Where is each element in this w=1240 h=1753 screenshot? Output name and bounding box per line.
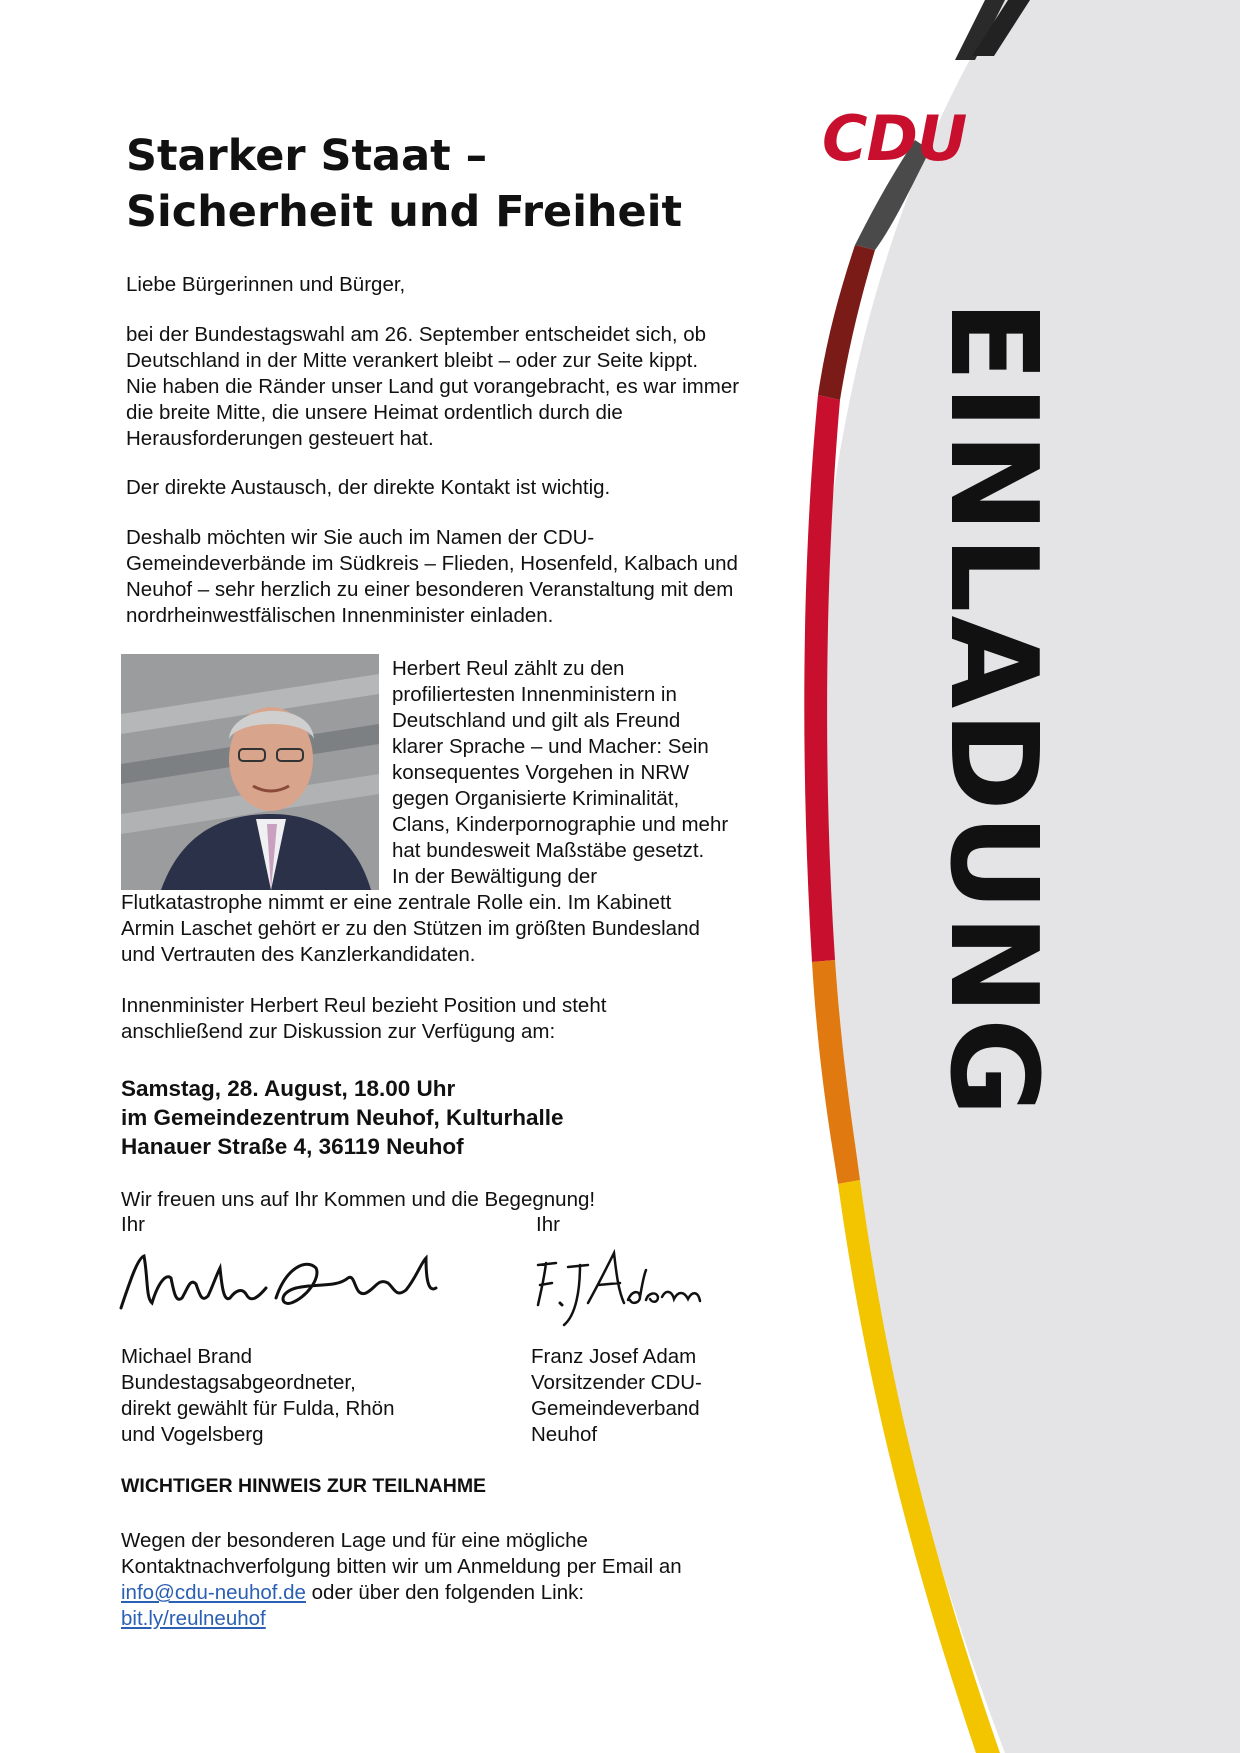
signer-1-role-line: direkt gewählt für Fulda, Rhön [121,1397,395,1420]
signer-2-role-line: Gemeindeverband [531,1397,700,1420]
paragraph-invitation [126,525,738,629]
text-line: profiliertesten Innenministern in [392,683,677,706]
text-line: Neuhof – sehr herzlich zu einer besonderen Veranstaltung mit dem [126,578,734,601]
notice-body [121,1528,682,1632]
text-line: Kontaktnachverfolgung bitten wir um Anmeldung per Email an [121,1555,682,1578]
paragraph-election [126,322,739,452]
event-date: Samstag, 28. August, 18.00 Uhr [121,1076,456,1101]
headline-line-2: Sicherheit und Freiheit [126,187,682,237]
text-line: Wegen der besonderen Lage und für eine mögliche [121,1529,588,1552]
text-line: Armin Laschet gehört er zu den Stützen im größten Bundesland [121,917,700,940]
notice-heading: WICHTIGER HINWEIS ZUR TEILNAHME [121,1475,487,1497]
signer-1-name: Michael Brand [121,1345,253,1368]
signer-1-role-line: und Vogelsberg [121,1423,264,1446]
text-line: In der Bewältigung der [392,865,598,888]
bio-continued [121,890,700,968]
text-line: gegen Organisierte Kriminalität, [392,787,680,810]
text-line: Gemeindeverbände im Südkreis – Flieden, Hosenfeld, Kalbach und [126,552,738,575]
text-line: Herausforderungen gesteuert hat. [126,427,434,450]
text-line: die breite Mitte, die unsere Heimat ordentlich durch die [126,401,623,424]
cdu-logo: CDU [822,102,967,175]
bio-text [392,656,728,890]
email-link[interactable]: info@cdu-neuhof.de [121,1581,306,1604]
event-details [121,1074,564,1161]
signer-1-role-line: Bundestagsabgeordneter, [121,1371,356,1394]
text-line: Deshalb möchten wir Sie auch im Namen der CDU- [126,526,595,549]
text-line: klarer Sprache – und Macher: Sein [392,735,709,758]
paragraph-exchange: Der direkte Austausch, der direkte Kontakt ist wichtig. [126,476,611,499]
signer-2-name: Franz Josef Adam [531,1345,697,1368]
signer-1-greeting: Ihr [121,1213,145,1236]
text-line: Deutschland und gilt als Freund [392,709,681,732]
text-line-suffix: oder über den folgenden Link: [305,1581,585,1604]
signature-michael-brand [116,1248,446,1318]
text-line: und Vertrauten des Kanzlerkandidaten. [121,943,476,966]
signer-1-block [121,1344,394,1448]
text-line: Flutkatastrophe nimmt er eine zentrale Rolle ein. Im Kabinett [121,891,672,914]
signature-franz-josef-adam [528,1245,708,1335]
text-line: Clans, Kinderpornographie und mehr [392,813,729,836]
signer-2-block [531,1344,702,1448]
event-address: Hanauer Straße 4, 36119 Neuhof [121,1134,464,1159]
closing-line: Wir freuen uns auf Ihr Kommen und die Begegnung! [121,1188,596,1211]
signer-2-role-line: Vorsitzender CDU- [531,1371,702,1394]
text-line: Herbert Reul zählt zu den [392,657,625,680]
event-venue: im Gemeindezentrum Neuhof, Kulturhalle [121,1105,564,1130]
text-line: Deutschland in der Mitte verankert bleibt – oder zur Seite kippt. [126,349,699,372]
salutation: Liebe Bürgerinnen und Bürger, [126,273,406,296]
text-line: Nie haben die Ränder unser Land gut vorangebracht, es war immer [126,375,740,398]
registration-link[interactable]: bit.ly/reulneuhof [121,1607,266,1630]
text-line: anschließend zur Diskussion zur Verfügung am: [121,1020,556,1043]
paragraph-discussion [121,993,606,1045]
text-line: bei der Bundestagswahl am 26. September entscheidet sich, ob [126,323,707,346]
text-line: konsequentes Vorgehen in NRW [392,761,690,784]
text-line: nordrheinwestfälischen Innenminister einladen. [126,604,554,627]
headline [126,128,682,240]
portrait-photo [121,654,379,890]
text-line [121,1606,682,1632]
signer-2-greeting: Ihr [536,1213,560,1236]
vertical-title: EINLADUNG [923,300,1062,1120]
text-line: hat bundesweit Maßstäbe gesetzt. [392,839,705,862]
text-line [121,1580,682,1606]
text-line: Innenminister Herbert Reul bezieht Position und steht [121,994,607,1017]
headline-line-1: Starker Staat – [126,131,488,181]
signer-2-role-line: Neuhof [531,1423,598,1446]
